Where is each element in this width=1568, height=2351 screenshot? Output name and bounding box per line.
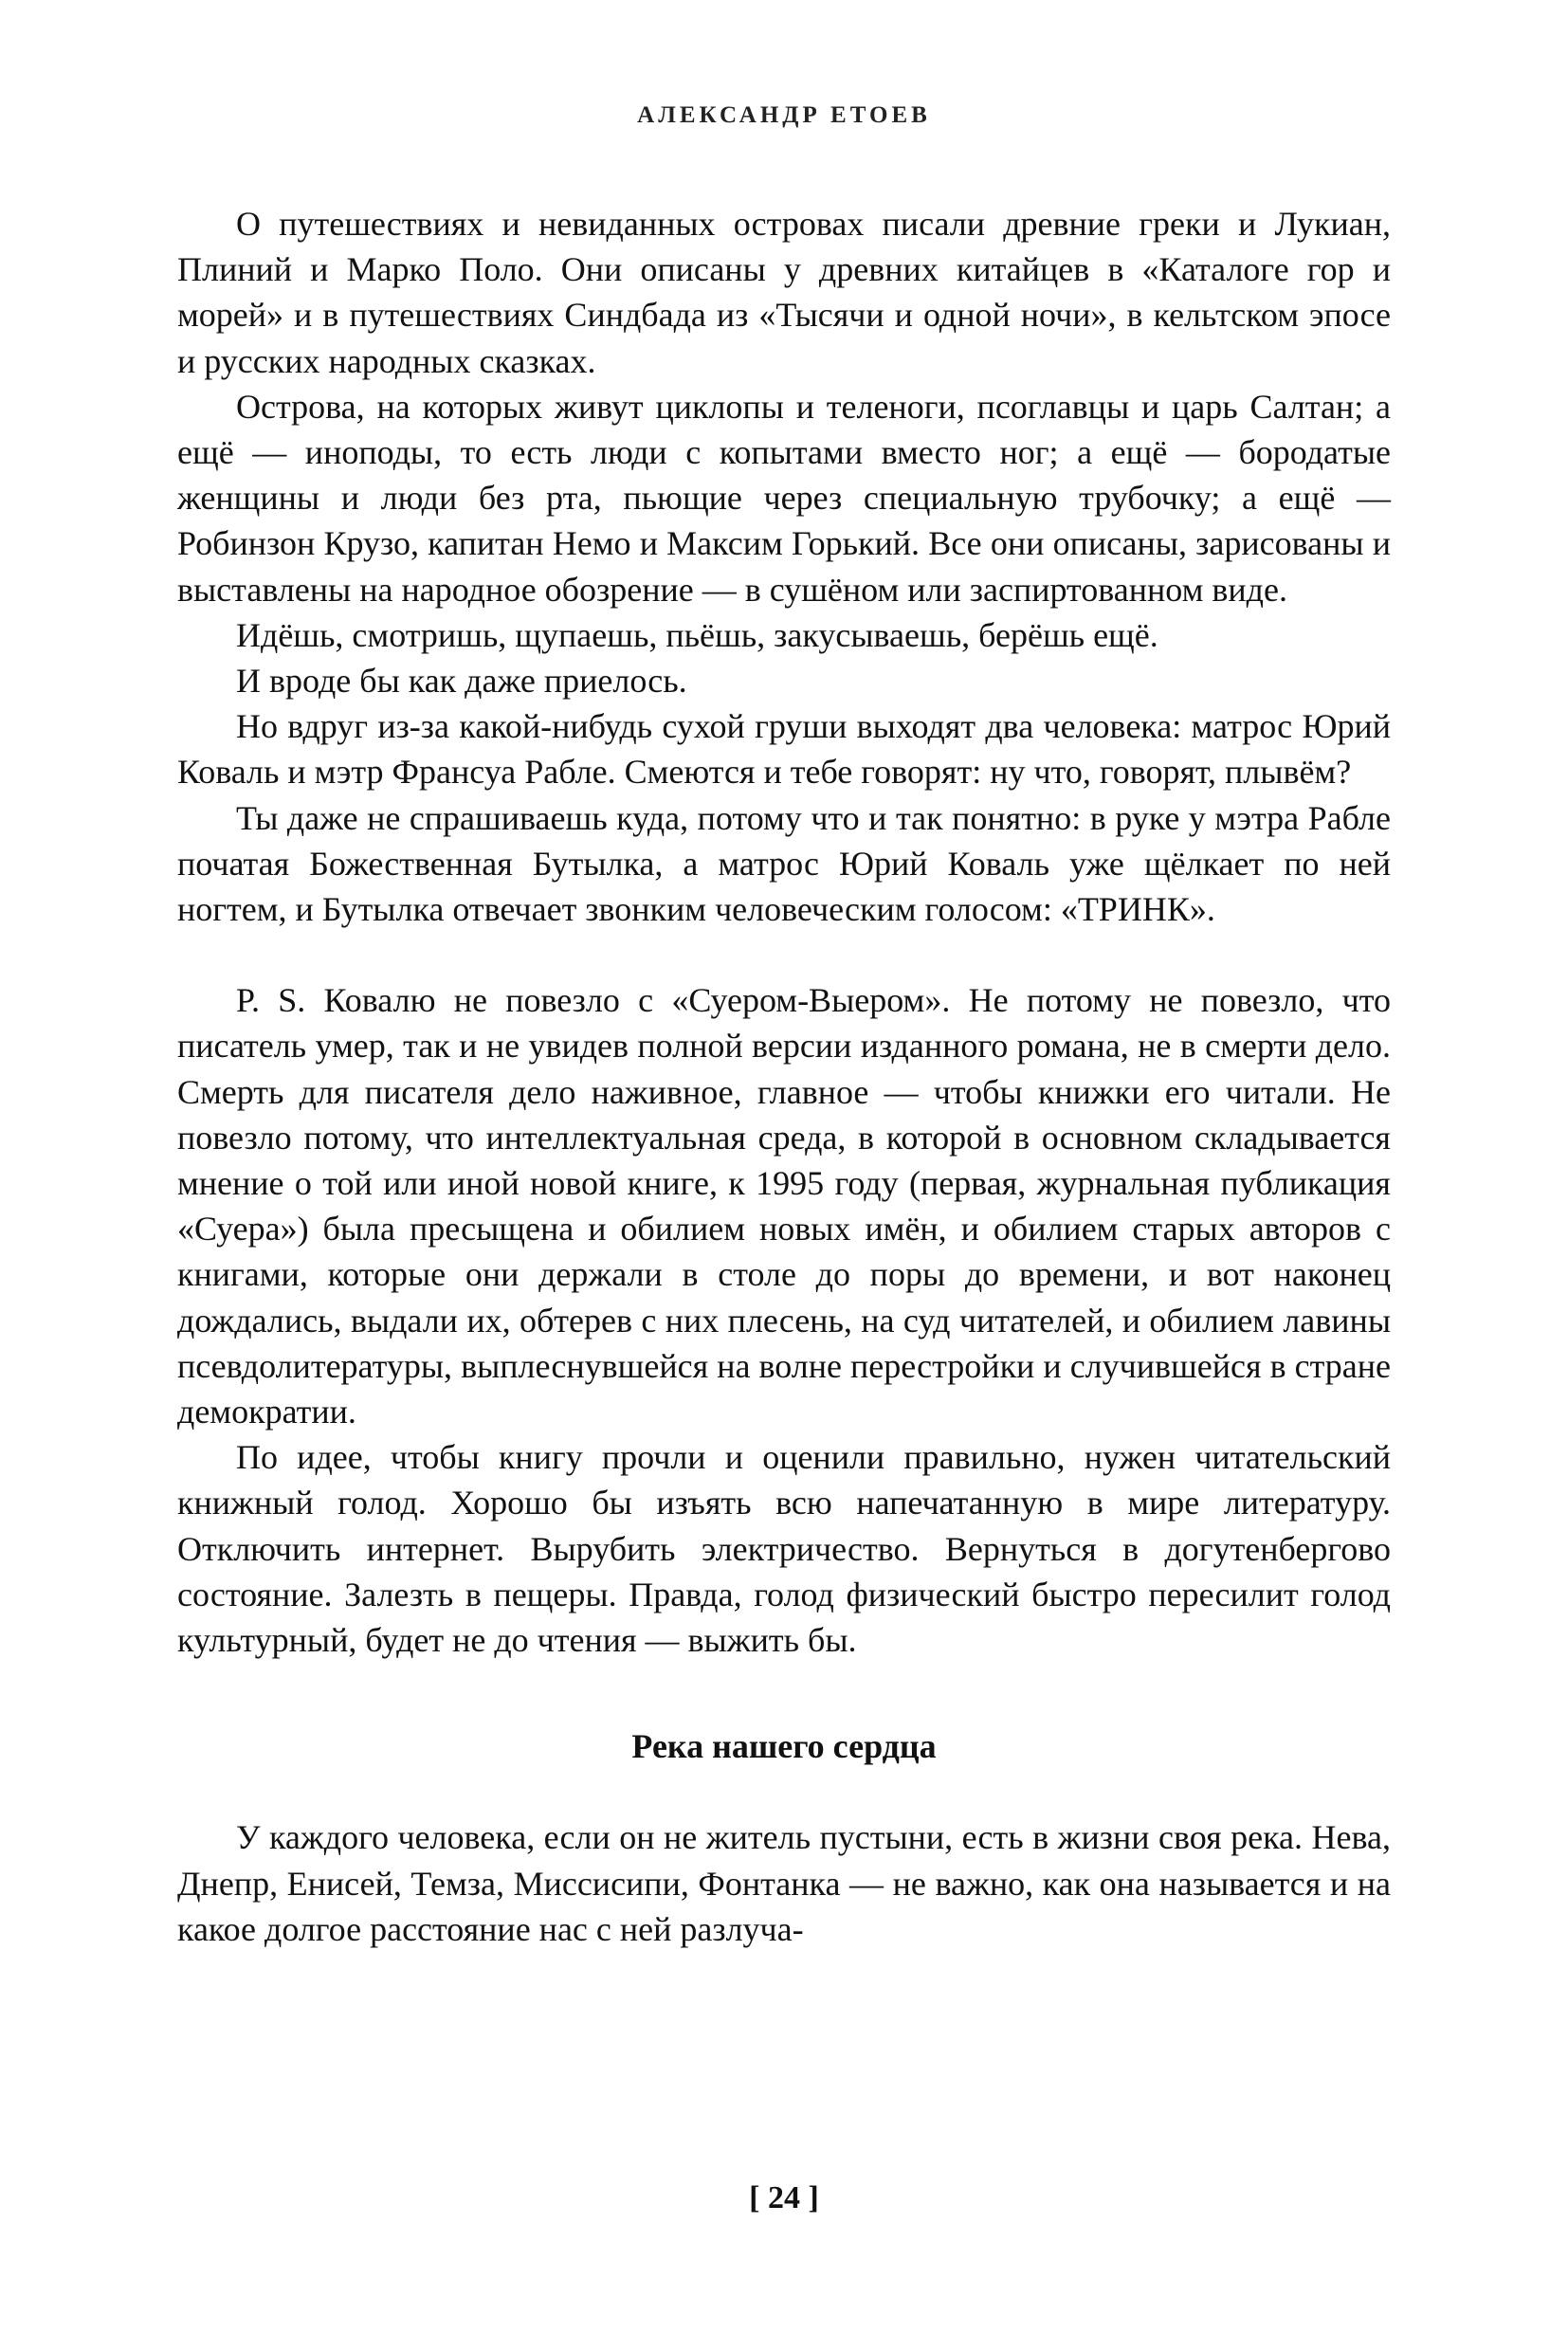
body-text	[177, 201, 1391, 1952]
paragraph: Но вдруг из-за какой-нибудь сухой груши выходят два человека: матрос Юрий Коваль и мэтр Франсуа Рабле. Смеются и тебе говорят: ну что, говорят, плывём?	[177, 707, 1391, 792]
paragraph: Ты даже не спрашиваешь куда, потому что и так понятно: в руке у мэтра Рабле початая Божественная Бутылка, а матрос Юрий Коваль уже щёлкает по ней ногтем, и Бутылка отвечает звонким человеческим голосом: «ТРИНК».	[177, 798, 1391, 929]
page-number: [ 24 ]	[749, 2180, 819, 2215]
paragraph: По идее, чтобы книгу прочли и оценили правильно, нужен читательский книжный голод. Хорошо бы изъять всю напечатанную в мире литературу. Отключить интернет. Вырубить электричество. Вернуться в догутенбергово состояние. Залезть в пещеры. Правда, голод физический быстро пересилит голод культурный, будет не до чтения — выжить бы.	[177, 1438, 1391, 1660]
paragraph-gap	[177, 932, 1391, 977]
paragraph: И вроде бы как даже приелось.	[236, 662, 687, 701]
paragraph: Острова, на которых живут циклопы и теленоги, псоглавцы и царь Салтан; а ещё — иноподы, то есть люди с копытами вместо ног; а ещё — бородатые женщины и люди без рта, пьющие через специальную трубочку; а ещё — Робинзон Крузо, капитан Немо и Максим Горький. Все они описаны, зарисованы и выставлены на народное обозрение — в сушёном или заспиртованном виде.	[177, 387, 1391, 609]
running-head: АЛЕКСАНДР ЕТОЕВ	[637, 102, 931, 128]
paragraph: У каждого человека, если он не житель пустыни, есть в жизни своя река. Нева, Днепр, Енисей, Темза, Миссисипи, Фонтанка — не важно, как она называется и на какое долгое расстояние нас с ней разлуча-	[177, 1818, 1391, 1948]
paragraph: Идёшь, смотришь, щупаешь, пьёшь, закусываешь, берёшь ещё.	[236, 615, 1158, 654]
section-title: Река нашего сердца	[631, 1727, 937, 1766]
postscript-paragraph: P. S. Ковалю не повезло с «Суером-Выером». Не потому не повезло, что писатель умер, так и не увидев полной версии изданного романа, не в смерти дело. Смерть для писателя дело наживное, главное — чтобы книжки его читали. Не повезло потому, что интеллектуальная среда, в которой в основном складывается мнение о той или иной новой книге, к 1995 году (первая, журнальная публикация «Суера») была пресыщена и обилием новых имён, и обилием старых авторов с книгами, которые они держали в столе до поры до времени, и вот наконец дождались, выдали их, обтерев с них плесень, на суд читателей, и обилием лавины псевдолитературы, выплеснувшейся на волне перестройки и случившейся в стране демократии.	[177, 981, 1391, 1431]
paragraph: О путешествиях и невиданных островах писали древние греки и Лукиан, Плиний и Марко Поло. Они описаны у древних китайцев в «Каталоге гор и морей» и в путешествиях Синдбада из «Тысячи и одной ночи», в кельтском эпосе и русских народных сказках.	[177, 205, 1391, 380]
